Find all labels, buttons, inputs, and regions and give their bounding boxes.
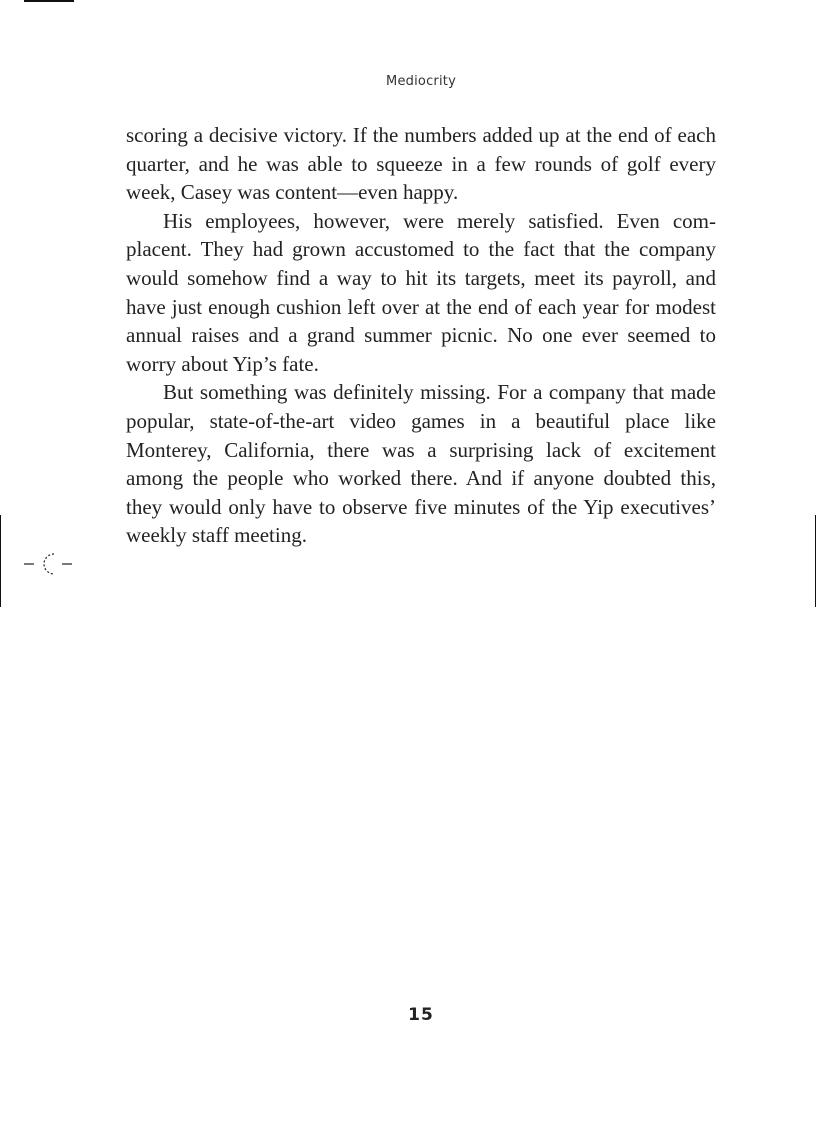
paragraph-1: scoring a decisive victory. If the numbers added up at the end of each quarter, and he was able to squeeze in a few rounds of golf every week, Casey was content—even happy.: [126, 123, 716, 205]
body-text: [126, 121, 716, 550]
crop-mark-top: [24, 0, 74, 2]
page-number: 15: [408, 1005, 434, 1025]
paragraph-2: His employees, however, were merely satisfied. Even complacent. They had grown accustomed to the fact that the company would somehow find a way to hit its targets, meet its payroll, and have just enough cushion left over at the end of each year for modest annual raises and a grand summer picnic. No one ever seemed to worry about Yip’s fate.: [126, 208, 716, 376]
running-head: Mediocrity: [386, 74, 456, 89]
page-edge-left: [0, 515, 1, 607]
registration-mark-icon: [22, 550, 78, 578]
paragraph-3: But something was definitely missing. For a company that made popular, state-of-the-art video games in a beautiful place like Monterey, California, there was a surprising lack of excitement among the people who worked there. And if anyone doubted this, they would only have to observe five minutes of the Yip executives’ weekly staff meeting.: [126, 380, 716, 548]
